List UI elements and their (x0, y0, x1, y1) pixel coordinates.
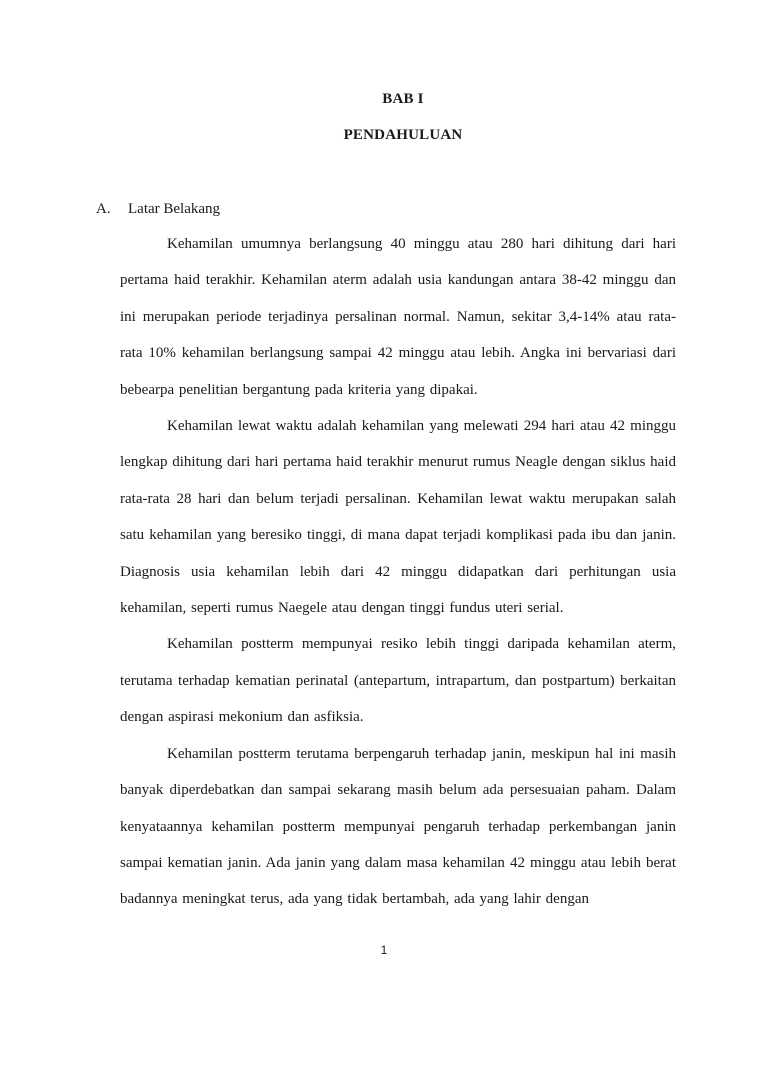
paragraph-3: Kehamilan postterm mempunyai resiko lebih tinggi daripada kehamilan aterm, terutama terhadap kematian perinatal (antepartum, intrapartum, dan postpartum) berkaitan dengan aspirasi mekonium dan asfiksia. (120, 636, 676, 726)
chapter-number: BAB I (382, 91, 424, 107)
paragraph-1: Kehamilan umumnya berlangsung 40 minggu atau 280 hari dihitung dari hari pertama haid terakhir. Kehamilan aterm adalah usia kandungan antara 38-42 minggu dan ini merupakan periode terjadinya persalinan normal. Namun, sekitar 3,4-14% atau rata-rata 10% kehamilan berlangsung sampai 42 minggu atau lebih. Angka ini bervariasi dari bebearpa penelitian bergantung pada kriteria yang dipakai. (120, 236, 676, 398)
section-letter: A. (96, 201, 111, 217)
chapter-title: PENDAHULUAN (343, 127, 463, 143)
body-text (120, 226, 676, 918)
paragraph-4: Kehamilan postterm terutama berpengaruh terhadap janin, meskipun hal ini masih banyak diperdebatkan dan sampai sekarang masih belum ada persesuaian paham. Dalam kenyataannya kehamilan postterm mempunyai pengaruh terhadap perkembangan janin sampai kematian janin. Ada janin yang dalam masa kehamilan 42 minggu atau lebih berat badannya meningkat terus, ada yang tidak bertambah, ada yang lahir dengan (120, 745, 676, 908)
page-number: 1 (380, 943, 388, 957)
paragraph-2: Kehamilan lewat waktu adalah kehamilan yang melewati 294 hari atau 42 minggu lengkap dihitung dari hari pertama haid terakhir menurut rumus Neagle dengan siklus haid rata-rata 28 hari dan belum terjadi persalinan. Kehamilan lewat waktu merupakan salah satu kehamilan yang beresiko tinggi, di mana dapat terjadi komplikasi pada ibu dan janin. Diagnosis usia kehamilan lebih dari 42 minggu didapatkan dari perhitungan usia kehamilan, seperti rumus Naegele atau dengan tinggi fundus uteri serial. (120, 418, 677, 617)
section-title: Latar Belakang (128, 201, 221, 217)
section-heading (96, 201, 220, 218)
